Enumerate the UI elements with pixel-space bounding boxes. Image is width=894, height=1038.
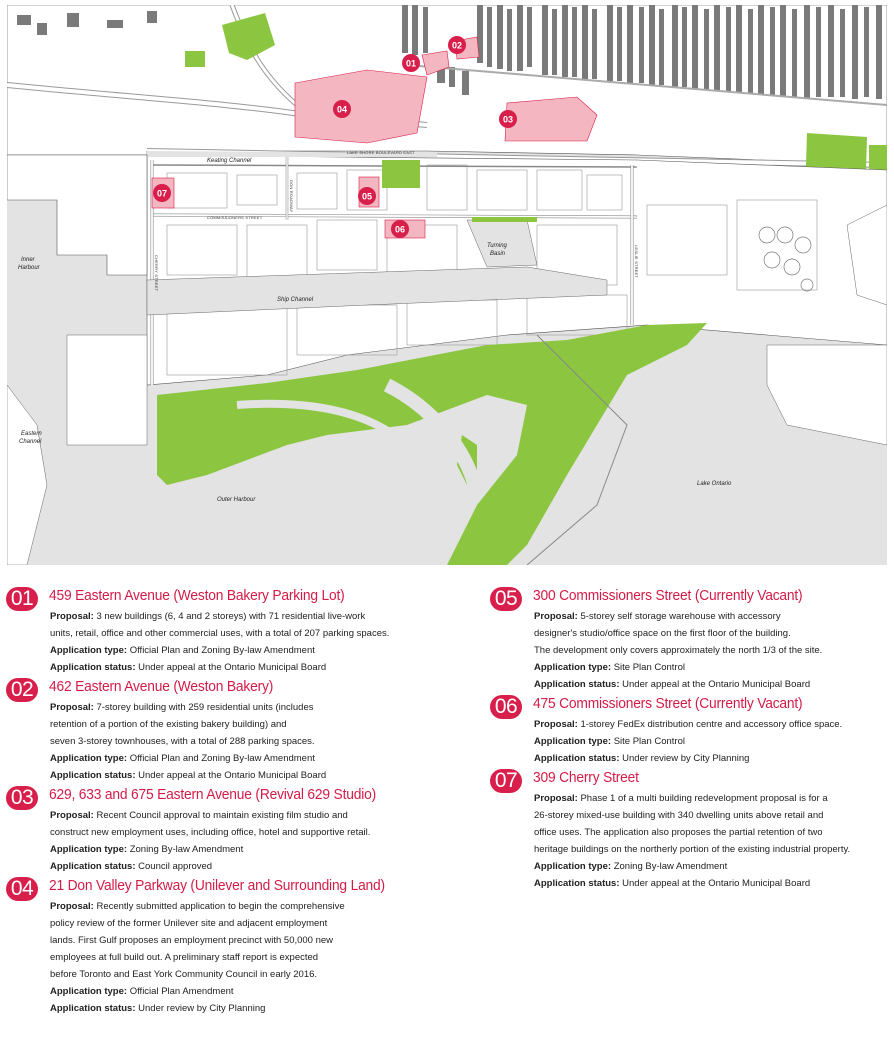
label-inner-harbour-1: Inner <box>21 257 35 263</box>
label-turning-basin-2: Basin <box>490 251 506 257</box>
proposal-line: Proposal: Phase 1 of a multi building redevelopment proposal is for a <box>534 793 828 804</box>
label-outer-harbour: Outer Harbour <box>217 497 256 503</box>
street-leslie: LESLIE STREET <box>634 245 639 279</box>
item-title: 629, 633 and 675 Eastern Avenue (Revival 629 Studio) <box>49 786 376 803</box>
label-ship-channel: Ship Channel <box>277 297 314 303</box>
svg-text:04: 04 <box>336 104 348 115</box>
proposal-line: employees at full build out. A preliminary staff report is expected <box>50 952 319 963</box>
marker-03 <box>499 110 517 128</box>
application-status: Application status: Under review by City Planning <box>50 1003 266 1014</box>
proposal-line: Proposal: 1-storey FedEx distribution centre and accessory office space. <box>534 719 843 730</box>
north-city-land <box>7 5 887 165</box>
proposal-line: policy review of the former Unilever site and adjacent employment <box>50 918 328 929</box>
applications-left-column <box>6 585 446 1017</box>
label-turning-basin-1: Turning <box>487 243 507 249</box>
application-type: Application type: Site Plan Control <box>534 736 685 747</box>
proposal-line: office uses. The application also proposes the partial retention of two <box>534 827 823 838</box>
item-title: 309 Cherry Street <box>533 769 639 786</box>
street-don-roadway: DON ROADWAY <box>289 180 294 213</box>
street-lakeshore: LAKE SHORE BOULEVARD EAST <box>347 150 415 155</box>
proposal-line: construct new employment uses, including office, hotel and supportive retail. <box>50 827 371 838</box>
proposal-line: Proposal: Recent Council approval to maintain existing film studio and <box>50 810 348 821</box>
application-type: Application type: Zoning By-law Amendment <box>50 844 244 855</box>
item-number: 02 <box>6 678 38 702</box>
label-lake-ontario: Lake Ontario <box>697 481 732 487</box>
application-type: Application type: Official Plan Amendment <box>50 986 234 997</box>
marker-01 <box>402 54 420 72</box>
item-number: 06 <box>490 695 522 719</box>
proposal-line: before Toronto and East York Community Council in early 2016. <box>50 969 318 980</box>
application-06 <box>490 695 890 767</box>
item-number: 05 <box>490 587 522 611</box>
proposal-line: 26-storey mixed-use building with 340 dwelling units above retail and <box>534 810 824 821</box>
proposal-line: Proposal: 7-storey building with 259 residential units (includes <box>50 702 314 713</box>
marker-07 <box>153 184 171 202</box>
item-title: 300 Commissioners Street (Currently Vacant) <box>533 587 803 604</box>
svg-text:01: 01 <box>405 58 417 69</box>
item-number: 07 <box>490 769 522 793</box>
proposal-line: lands. First Gulf proposes an employment precinct with 50,000 new <box>50 935 334 946</box>
proposal-line: units, retail, office and other commercial uses, with a total of 207 parking spaces. <box>50 628 390 639</box>
label-eastern-channel-2: Channel <box>19 439 42 445</box>
label-keating-channel: Keating Channel <box>207 158 252 164</box>
application-type: Application type: Official Plan and Zoning By-law Amendment <box>50 753 315 764</box>
application-02 <box>6 678 446 784</box>
svg-text:06: 06 <box>394 224 406 235</box>
proposal-line: retention of a portion of the existing bakery building) and <box>50 719 287 730</box>
proposal-line: Proposal: 5-storey self storage warehouse with accessory <box>534 611 781 622</box>
application-type: Application type: Official Plan and Zoning By-law Amendment <box>50 645 315 656</box>
application-05 <box>490 587 890 693</box>
svg-text:03: 03 <box>502 114 514 125</box>
svg-text:05: 05 <box>361 191 373 202</box>
proposal-line: heritage buildings on the northerly portion of the existing industrial property. <box>534 844 851 855</box>
item-title: 462 Eastern Avenue (Weston Bakery) <box>49 678 274 695</box>
proposal-line: Proposal: 3 new buildings (6, 4 and 2 storeys) with 71 residential live-work <box>50 611 366 622</box>
marker-06 <box>391 220 409 238</box>
application-status: Application status: Under appeal at the Ontario Municipal Board <box>50 770 327 781</box>
application-type: Application type: Site Plan Control <box>534 662 685 673</box>
marker-02 <box>448 36 466 54</box>
street-cherry: CHERRY STREET <box>154 255 159 292</box>
application-status: Application status: Under appeal at the Ontario Municipal Board <box>534 878 811 889</box>
site-map <box>7 5 887 565</box>
item-number: 01 <box>6 587 38 611</box>
label-inner-harbour-2: Harbour <box>18 265 40 271</box>
street-commissioners: COMMISSIONERS STREET <box>207 215 263 220</box>
proposal-line: The development only covers approximately the north 1/3 of the site. <box>534 645 823 656</box>
application-type: Application type: Zoning By-law Amendment <box>534 861 728 872</box>
proposal-line: seven 3-storey townhouses, with a total of 288 parking spaces. <box>50 736 315 747</box>
marker-04 <box>333 100 351 118</box>
item-number: 03 <box>6 786 38 810</box>
application-status: Application status: Under appeal at the Ontario Municipal Board <box>50 662 327 673</box>
proposal-line: Proposal: Recently submitted application to begin the comprehensive <box>50 901 345 912</box>
application-status: Application status: Council approved <box>50 861 213 872</box>
application-04 <box>6 877 446 1017</box>
application-03 <box>6 786 446 875</box>
application-status: Application status: Under appeal at the Ontario Municipal Board <box>534 679 811 690</box>
item-title: 459 Eastern Avenue (Weston Bakery Parking Lot) <box>49 587 345 604</box>
item-title: 475 Commissioners Street (Currently Vacant) <box>533 695 803 712</box>
application-07 <box>490 769 890 892</box>
application-status: Application status: Under review by City Planning <box>534 753 750 764</box>
item-number: 04 <box>6 877 38 901</box>
item-title: 21 Don Valley Parkway (Unilever and Surrounding Land) <box>49 877 385 894</box>
proposal-line: designer's studio/office space on the first floor of the building. <box>534 628 791 639</box>
svg-text:07: 07 <box>156 188 168 199</box>
applications-right-column <box>490 585 890 892</box>
application-01 <box>6 587 446 676</box>
label-eastern-channel-1: Eastern <box>21 431 42 437</box>
svg-text:02: 02 <box>451 40 463 51</box>
marker-05 <box>358 187 376 205</box>
